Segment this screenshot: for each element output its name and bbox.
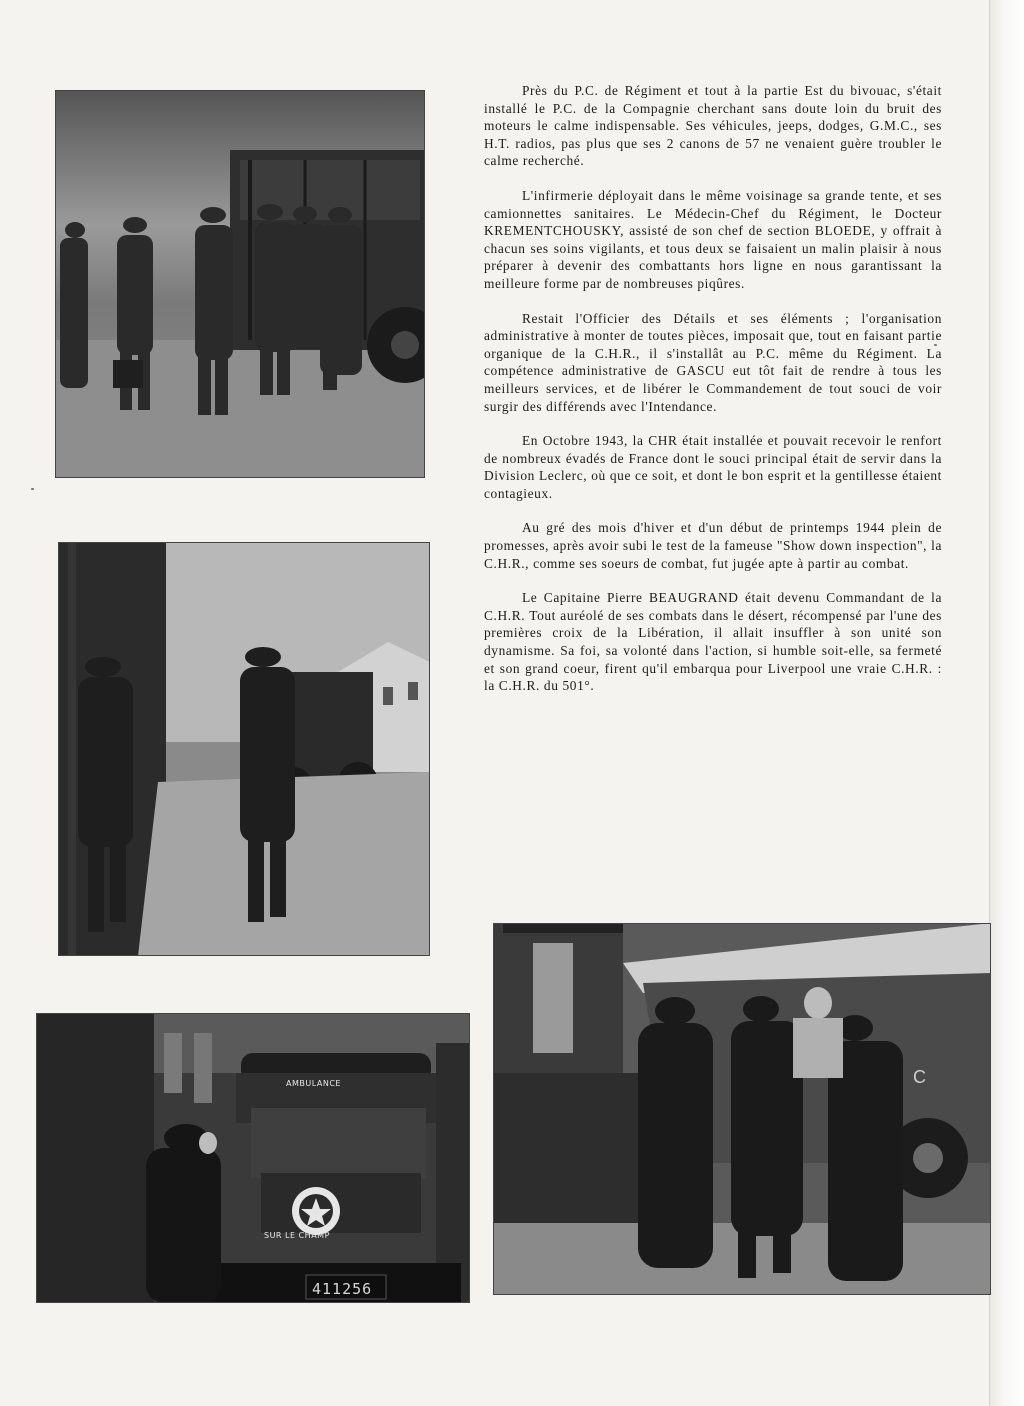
photo-ambulance-truck [36, 1013, 470, 1303]
paragraph-officier-details: Restait l'Officier des Détails et ses éléments ; l'organisation administrative à monter de toutes pièces, imposait que, tout en faisant partie organique de la C.H.R., il s'installât au P.C. même du Régiment. La compétence administrative de GASCU eut tôt fait de rendre à tous les meilleurs services, et de libérer le Commandement de tout souci de voir surgir des différends avec l'Intendance. [484, 310, 942, 414]
ambulance-plate: 411256 [312, 1280, 373, 1298]
paragraph-octobre-1943: En Octobre 1943, la CHR était installée et pouvait recevoir le renfort de nombreux évadés de France dont le souci principal était de servir dans la Division Leclerc, où que ce soit, et dont le bon esprit et la gentillesse étaient contagieux. [484, 433, 942, 501]
ambulance-bumper-text: SUR LE CHAMP [264, 1231, 330, 1240]
photo-group-by-truck [493, 923, 991, 1295]
scan-speck [31, 488, 34, 490]
article-text [484, 82, 942, 712]
truck-door-marking: C [913, 1067, 926, 1087]
photo-soldiers-by-truck [55, 90, 425, 478]
ambulance-hood-label: AMBULANCE [286, 1079, 341, 1088]
scan-speck [934, 344, 937, 346]
paragraph-capitaine-beaugrand: Le Capitaine Pierre BEAUGRAND était devenu Commandant de la C.H.R. Tout auréolé de ses combats dans le désert, récompensé par l'une des premières croix de la Libération, il allait insuffler à son unité son dynamisme. Sa foi, sa volonté dans l'action, si humble soit-elle, sa fermeté et son grand coeur, firent qu'il embarqua pour Liverpool une vraie C.H.R. : la C.H.R. du 501°. [484, 590, 942, 694]
photo-village-street [58, 542, 430, 956]
paragraph-hiver-printemps: Au gré des mois d'hiver et d'un début de printemps 1944 plein de promesses, après avoir subi le test de la fameuse "Show down inspection", la C.H.R., comme ses soeurs de combat, fut jugée apte à partir au combat. [484, 520, 942, 571]
paragraph-infirmerie: L'infirmerie déployait dans le même voisinage sa grande tente, et ses camionnettes sanitaires. Le Médecin-Chef du Régiment, le Docteur KREMENTCHOUSKY, assisté de son chef de section BLOEDE, y offrait à chacun ses soins vigilants, et tous deux se faisaient un malin plaisir à nous préparer à devenir des combattants hors ligne en nous garantissant la meilleure forme par de nombreuses piqûres. [484, 187, 942, 291]
paragraph-pc-compagnie: Près du P.C. de Régiment et tout à la partie Est du bivouac, s'était installé le P.C. de la Compagnie cherchant sans doute loin du bruit des moteurs le calme indispensable. Ses véhicules, jeeps, dodges, G.M.C., ses H.T. radios, pas plus que ses 2 canons de 57 ne venaient guère troubler le calme recherché. [484, 83, 942, 169]
page-edge [989, 0, 1024, 1406]
